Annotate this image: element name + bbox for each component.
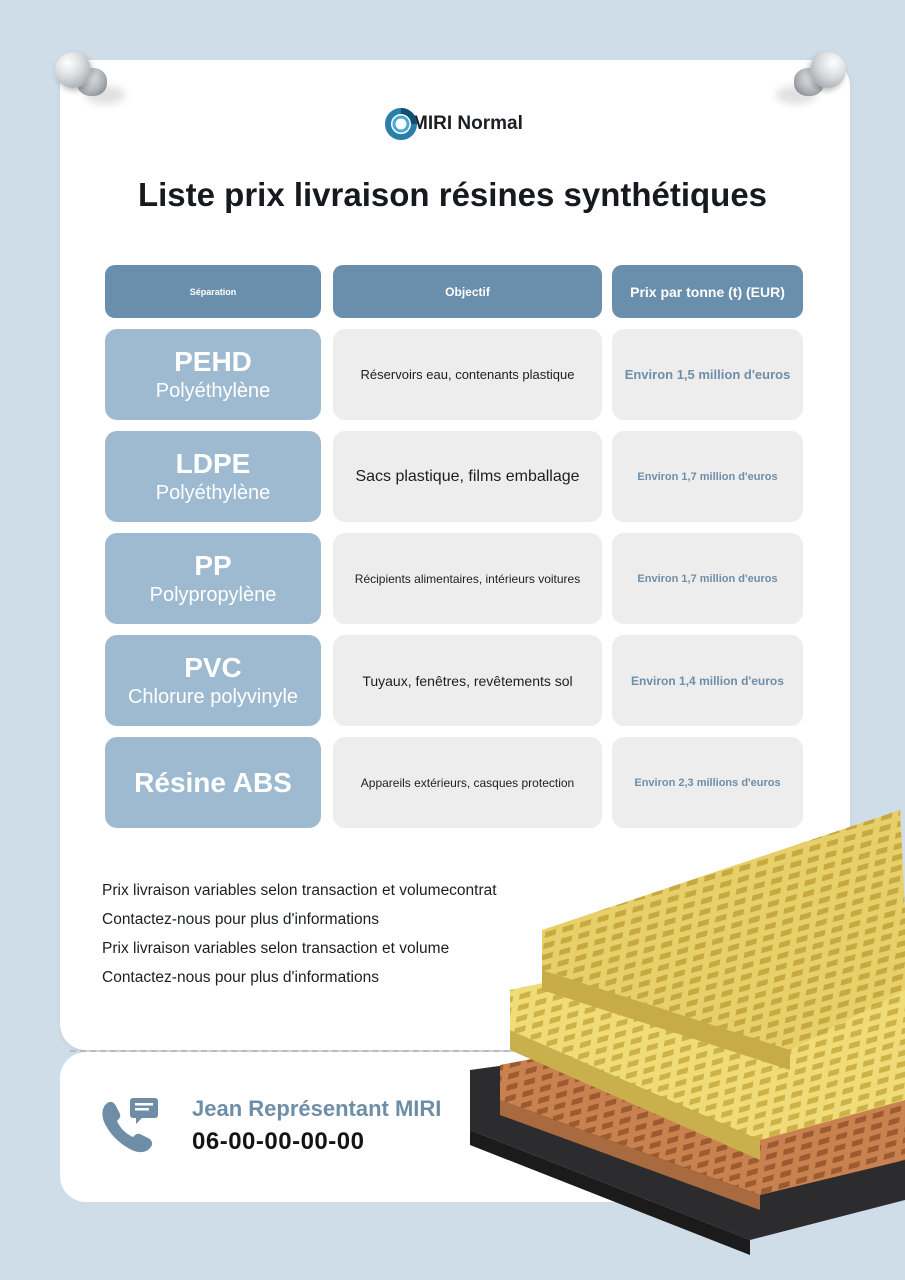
phone-number[interactable]: 06-00-00-00-00	[192, 1128, 365, 1155]
pushpin-icon	[55, 52, 119, 116]
table-row-price: Environ 2,3 millions d'euros	[612, 737, 803, 828]
table-row-price: Environ 1,5 million d'euros	[612, 329, 803, 420]
table-row-objective: Réservoirs eau, contenants plastique	[333, 329, 602, 420]
note-line: Contactez-nous pour plus d'informations	[102, 969, 379, 986]
table-row-price: Environ 1,7 million d'euros	[612, 533, 803, 624]
resin-subname: Chlorure polyvinyle	[127, 685, 299, 708]
table-row-price: Environ 1,4 million d'euros	[612, 635, 803, 726]
phone-chat-icon	[100, 1096, 162, 1158]
header-price: Prix par tonne (t) (EUR)	[612, 265, 803, 318]
table-row-objective: Appareils extérieurs, casques protection	[333, 737, 602, 828]
table-row-price: Environ 1,7 million d'euros	[612, 431, 803, 522]
header-separation: Séparation	[105, 265, 321, 318]
brand-name: MIRI Normal	[412, 113, 523, 134]
resin-subname: Polyéthylène	[155, 379, 271, 402]
note-line: Contactez-nous pour plus d'informations	[102, 911, 379, 928]
note-line: Prix livraison variables selon transaction et volumecontrat	[102, 882, 497, 899]
resin-subname: Polyéthylène	[155, 481, 271, 504]
resin-name: PVC	[184, 651, 242, 683]
table-row-name	[105, 431, 321, 522]
pushpin-icon	[782, 52, 846, 116]
table-row-name	[105, 737, 321, 828]
brand-logo	[384, 107, 523, 141]
representative-name: Jean Représentant MIRI	[192, 1096, 442, 1121]
header-objective: Objectif	[333, 265, 602, 318]
table-row-name	[105, 329, 321, 420]
note-line: Prix livraison variables selon transaction et volume	[102, 940, 450, 957]
resin-name: Résine ABS	[134, 766, 292, 798]
notes-list	[102, 876, 497, 992]
resin-name: PEHD	[174, 345, 252, 377]
miri-logo-icon	[384, 107, 418, 141]
table-row-name	[105, 533, 321, 624]
table-row-objective: Récipients alimentaires, intérieurs voitures	[333, 533, 602, 624]
resin-subname: Polypropylène	[149, 583, 277, 606]
resin-name: PP	[194, 549, 232, 581]
page-title: Liste prix livraison résines synthétiques	[137, 176, 768, 213]
resin-name: LDPE	[175, 447, 251, 479]
table-row-objective: Tuyaux, fenêtres, revêtements sol	[333, 635, 602, 726]
table-row-objective: Sacs plastique, films emballage	[333, 431, 602, 522]
resin-sheets-image	[460, 800, 905, 1280]
table-row-name	[105, 635, 321, 726]
